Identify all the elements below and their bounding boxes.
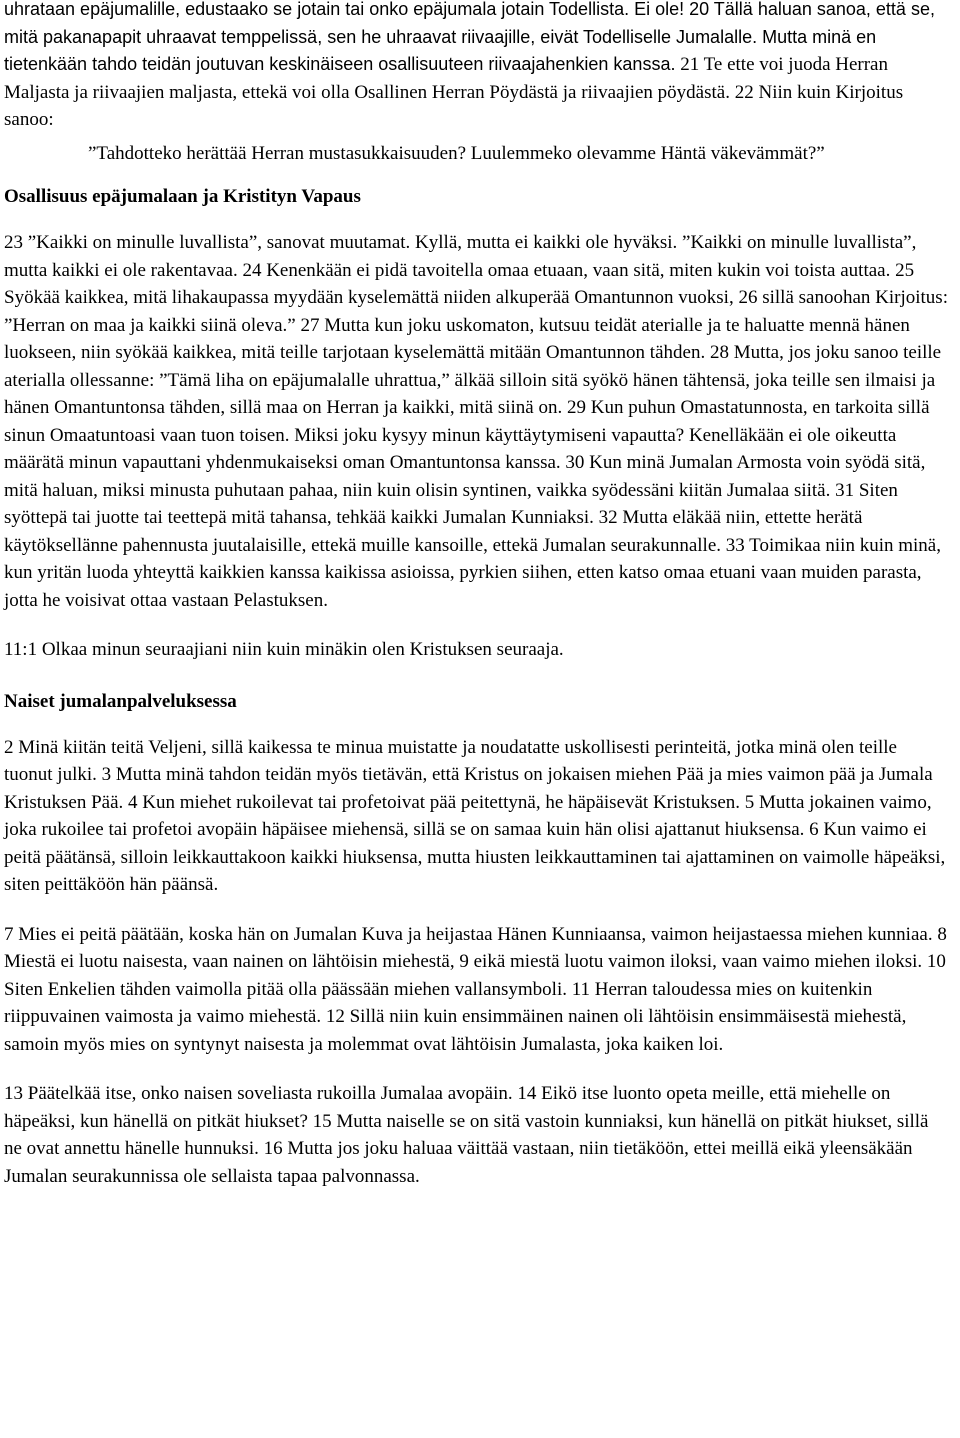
section-heading-women-worship: Naiset jumalanpalveluksessa bbox=[4, 690, 237, 712]
paragraph-verse-11-1: 11:1 Olkaa minun seuraajiani niin kuin minäkin olen Kristuksen seuraaja. bbox=[4, 639, 564, 660]
intro-text-verse-21: 21 Te ette voi juoda Herran Maljasta ja riivaajien maljasta, ettekä voi olla Osallinen Herran Pöydästä ja riivaajien pöydästä. bbox=[4, 54, 888, 103]
paragraph-verses-7-12: 7 Mies ei peitä päätään, koska hän on Jumalan Kuva ja heijastaa Hänen Kunniaansa, vaimon heijastaessa miehen kunniaa. 8 Miestä ei luotu naisesta, vaan nainen on lähtöisin miehestä, 9 eikä miestä luotu vaimon iloksi, vaan vaimo miehen iloksi. 10 Siten Enkelien tähden vaimolla pitää olla päässään miehen vallansymboli. 11 Herran taloudessa mies on kuitenkin riippuvainen vaimosta ja vaimo miehestä. 12 Sillä niin kuin ensimmäinen nainen oli lähtöisin ensimmäisestä miehestä, samoin myös mies on syntynyt naisesta ja molemmat ovat lähtöisin Jumalasta, joka kaiken loi. bbox=[4, 923, 947, 1055]
intro-text-sans: uhrataan epäjumalille, edustaako se jotain tai onko epäjumala jotain Todellista. Ei ole! 20 Tällä haluan sanoa, että se, mitä pakanapapit uhraavat temppelissä, sen he uhraavat riivaajille, eivät Todelliselle Jumalalle. Mutta minä en tietenkään tahdo teidän joutuvan keskinäiseen osallisuuteen riivaajahenkien kanssa. bbox=[4, 0, 935, 74]
scripture-quote: ”Tahdotteko herättää Herran mustasukkaisuuden? Luulemmeko olevamme Häntä väkevämmät?” bbox=[88, 142, 825, 164]
intro-text-verse-22: 22 Niin kuin Kirjoitus sanoo: bbox=[4, 81, 904, 130]
section-heading-participation: Osallisuus epäjumalaan ja Kristityn Vapaus bbox=[4, 186, 361, 207]
intro-paragraph bbox=[4, 0, 950, 134]
paragraph-verses-13-16: 13 Päätelkää itse, onko naisen soveliasta rukoilla Jumalaa avopäin. 14 Eikö itse luonto opeta meille, että miehelle on häpeäksi, kun hänellä on pitkät hiukset? 15 Mutta naiselle se on sitä vastoin kunniaksi, kun hänellä on pitkät hiukset, sillä ne ovat annettu hänelle hunnuksi. 16 Mutta jos joku haluaa väittää vastaan, niin tietäköön, ettei meillä eikä yleensäkään Jumalan seurakunnissa ole sellaista tapaa palvonnassa. bbox=[4, 1083, 929, 1187]
paragraph-verses-23-33: 23 ”Kaikki on minulle luvallista”, sanovat muutamat. Kyllä, mutta ei kaikki ole hyväksi. ”Kaikki on minulle luvallista”, mutta kaikki ei ole rakentavaa. 24 Kenenkään ei pidä tavoitella omaa etuaan, vaan sitä, miten kukin voi toista auttaa. 25 Syökää kaikkea, mitä lihakaupassa myydään kyselemättä niiden alkuperää Omantunnon vuoksi, 26 sillä sanoohan Kirjoitus: ”Herran on maa ja kaikki siinä oleva.” 27 Mutta kun joku uskomaton, kutsuu teidät aterialle ja te haluatte mennä hänen luokseen, niin syökää kaikkea, mitä teille tarjotaan kyselemättä mitään Omantunnon tähden. 28 Mutta, jos joku sanoo teille aterialla ollessanne: ”Tämä liha on epäjumalalle uhrattua,” älkää silloin sitä syökö hänen tähtensä, joka teille sen ilmaisi ja hänen Omantuntonsa tähden, sillä maa on Herran ja kaikki, mitä siinä on. 29 Kun puhun Omastatunnosta, en tarkoita sillä sinun Omaatuntoasi vaan tuon toisen. Miksi joku kysyy minun käyttäytymiseni vapautta? Kenelläkään ei ole oikeutta määrätä minun vapauttani yhdenmukaiseksi oman Omantuntonsa kanssa. 30 Kun minä Jumalan Armosta voin syödä sitä, mitä haluan, miksi minusta puhutaan pahaa, niin kuin olisin syntinen, vaikka syödessäni kiitän Jumalaa siitä. 31 Siten syöttepä tai juotte tai teettepä mitä tahansa, tehkää kaikki Jumalan Kunniaksi. 32 Mutta eläkää niin, ettette herätä käytöksellänne pahennusta juutalaisille, ettekä muille kansoille, ettekä Jumalan seurakunnalle. 33 Toimikaa niin kuin minä, kun yritän luoda yhteyttä kaikkien kanssa kaikissa asioissa, pyrkien siihen, etten katso omaa etuani vaan muiden parasta, jotta he voisivat ottaa vastaan Pelastuksen. bbox=[4, 232, 948, 611]
paragraph-verses-2-6: 2 Minä kiitän teitä Veljeni, sillä kaikessa te minua muistatte ja noudatatte uskollisesti perinteitä, jotka minä olen teille tuonut julki. 3 Mutta minä tahdon teidän myös tietävän, että Kristus on jokaisen miehen Pää ja mies vaimon pää ja Jumala Kristuksen Pää. 4 Kun miehet rukoilevat tai profetoivat pää peitettynä, he häpäisevät Kristuksen. 5 Mutta jokainen vaimo, joka rukoilee tai profetoi avopäin häpäisee miehensä, sillä se on samaa kuin hän olisi ajattanut hiuksensa. 6 Kun vaimo ei peitä päätänsä, silloin leikkauttakoon kaikki hiuksensa, mutta hiusten leikkauttaminen tai ajattaminen on vaimolle häpeäksi, siten peittäköön hän päänsä. bbox=[4, 736, 946, 895]
